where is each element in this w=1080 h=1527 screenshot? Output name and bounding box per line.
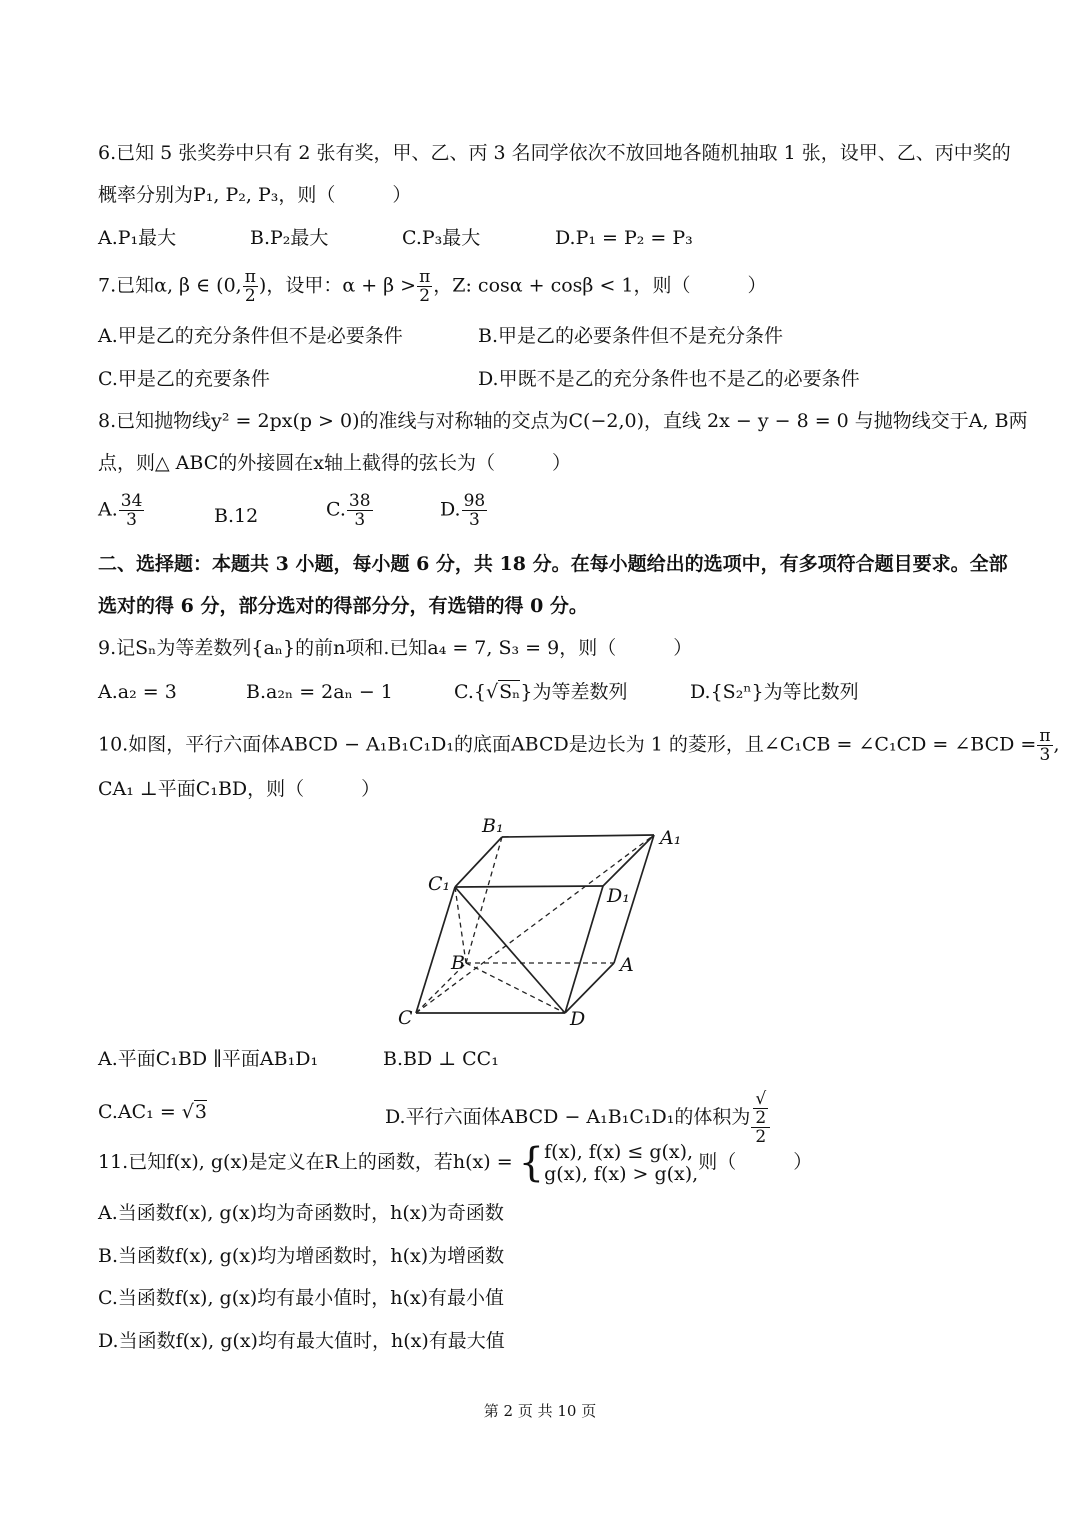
q8-option-c-label: C. [326,498,346,521]
q10-stem-line1 [98,727,1060,764]
label-d1: D₁ [607,885,630,907]
q10-option-d-text: D.平行六面体ABCD − A₁B₁C₁D₁的体积为 [385,1106,751,1128]
q7-frac2-num: π [419,267,431,287]
edge-c1-d1 [455,886,603,887]
q7-option-c: C.甲是乙的充要条件 [98,368,270,390]
edge-b1-c1 [455,837,502,887]
q7-frac1-num: π [244,267,256,287]
edge-b-d [466,963,565,1013]
page-footer: 第 2 页 共 10 页 [483,1402,597,1420]
section2-heading-line1: 二、选择题：本题共 3 小题，每小题 6 分，共 18 分。在每小题给出的选项中，有多项符合题目要求。全部 [98,553,1008,575]
q11-option-d: D.当函数f(x), g(x)均有最大值时，h(x)有最大值 [98,1330,505,1352]
q10-option-d-radicand: 2 [755,1108,767,1128]
edge-c1-d [455,887,565,1013]
q10-option-c-radicand: 3 [194,1101,207,1123]
q10-option-d-den: 2 [755,1127,767,1147]
q8-option-c-fraction [347,492,373,529]
q8-option-c-num: 38 [348,491,371,511]
q11-option-c: C.当函数f(x), g(x)均有最小值时，h(x)有最小值 [98,1287,505,1309]
q7-option-d: D.甲既不是乙的充分条件也不是乙的必要条件 [478,368,860,390]
q10-frac-num: π [1039,726,1051,746]
label-d: D [570,1008,586,1030]
q9-option-a: A.a₂ = 3 [98,681,177,703]
q8-option-d-label: D. [440,498,461,521]
q8-option-a-den: 3 [126,510,137,530]
q11-stem-suffix: 则（ ） [698,1151,813,1173]
q7-stem-mid: )，设甲：α + β > [258,274,417,297]
q8-stem-line2: 点，则△ ABC的外接圆在x轴上截得的弦长为（ ） [98,452,571,474]
q11-option-b: B.当函数f(x), g(x)均为增函数时，h(x)为增函数 [98,1245,505,1267]
label-b1: B₁ [482,815,504,837]
q8-option-d-fraction [462,492,488,529]
q7-option-b: B.甲是乙的必要条件但不是充分条件 [478,325,784,347]
q6-option-a: A.P₁最大 [98,227,177,249]
q7-option-a: A.甲是乙的充分条件但不是必要条件 [98,325,403,347]
edge-c-a1 [416,835,654,1013]
label-a1: A₁ [660,827,682,849]
q7-frac1-den: 2 [244,286,256,306]
q10-stem-line2: CA₁ ⊥平面C₁BD，则（ ） [98,778,381,800]
parallelepiped-figure [390,810,710,1035]
q10-option-c: C.AC₁ = √3 [98,1101,207,1123]
q10-option-c-prefix: C.AC₁ = [98,1101,176,1123]
q8-option-d-den: 3 [469,510,480,530]
q9-stem: 9.记Sₙ为等差数列{aₙ}的前n项和.已知a₄ = 7, S₃ = 9，则（ ） [98,637,693,659]
q10-option-d-fraction [751,1090,770,1146]
q7-fraction-1 [243,268,258,305]
q8-option-b: B.12 [214,505,259,527]
q11-stem-prefix: 11.已知f(x), g(x)是定义在R上的函数，若h(x) = [98,1151,513,1173]
q9-option-c-suffix: }为等差数列 [520,681,628,703]
q8-option-a-label: A. [98,498,118,521]
q8-option-a-num: 34 [120,491,143,511]
q8-option-d-num: 98 [463,491,486,511]
section2-heading-line2: 选对的得 6 分，部分选对的得部分分，有选错的得 0 分。 [98,595,588,617]
q11-stem [98,1140,812,1185]
q9-option-c-radicand: Sₙ [499,681,521,703]
q11-piecewise-cases [544,1141,698,1185]
q8-stem-line1: 8.已知抛物线y² = 2px(p > 0)的准线与对称轴的交点为C(−2,0)，直线 2x − y − 8 = 0 与抛物线交于A, B两 [98,410,1028,432]
q7-stem-prefix: 7.已知α, β ∈ (0, [98,274,242,297]
q11-option-a: A.当函数f(x), g(x)均为奇函数时，h(x)为奇函数 [98,1202,504,1224]
q6-option-b: B.P₂最大 [250,227,329,249]
q10-angle-fraction [1037,727,1052,764]
q8-option-c-den: 3 [354,510,366,530]
q9-option-c: C.{√Sₙ}为等差数列 [454,681,628,703]
q10-stem-text: 10.如图，平行六面体ABCD − A₁B₁C₁D₁的底面ABCD是边长为 1 的菱形，且∠C₁CB = ∠C₁CD = ∠BCD = [98,733,1037,756]
q8-option-a-fraction [119,492,145,529]
q7-frac2-den: 2 [419,286,431,306]
label-c1: C₁ [428,873,451,895]
label-a: A [620,954,634,976]
q10-option-a: A.平面C₁BD ∥平面AB₁D₁ [98,1048,319,1070]
q7-stem-suffix: ，Z: cosα + cosβ < 1，则（ ） [433,274,767,297]
q10-option-d [385,1090,771,1146]
q11-brace: { [518,1140,545,1186]
q6-option-c: C.P₃最大 [402,227,481,249]
q10-frac-den: 3 [1039,745,1051,765]
q6-stem-line2: 概率分别为P₁, P₂, P₃，则（ ） [98,184,412,206]
q11-case-1: f(x), f(x) ≤ g(x), [544,1141,694,1163]
q9-option-c-prefix: C.{ [454,681,486,703]
q8-option-a [98,492,145,529]
q7-stem [98,268,767,305]
edge-b1-a1 [502,835,654,837]
q9-option-d: D.{S₂ⁿ}为等比数列 [690,681,859,703]
q10-option-d-num: √ 2 [751,1090,770,1128]
q6-option-d: D.P₁ = P₂ = P₃ [555,227,693,249]
label-c: C [398,1007,413,1029]
q8-option-d [440,492,488,529]
label-b: B [451,952,465,974]
q10-option-b: B.BD ⊥ CC₁ [383,1048,499,1070]
q10-stem-end: , [1053,733,1060,756]
q7-fraction-2 [417,268,432,305]
q9-option-b: B.a₂ₙ = 2aₙ − 1 [246,681,393,703]
q11-case-2: g(x), f(x) > g(x), [544,1163,699,1185]
q6-stem-line1: 6.已知 5 张奖券中只有 2 张有奖，甲、乙、丙 3 名同学依次不放回地各随机抽取 1 张，设甲、乙、丙中奖的 [98,142,1011,164]
q8-option-c [326,492,374,529]
